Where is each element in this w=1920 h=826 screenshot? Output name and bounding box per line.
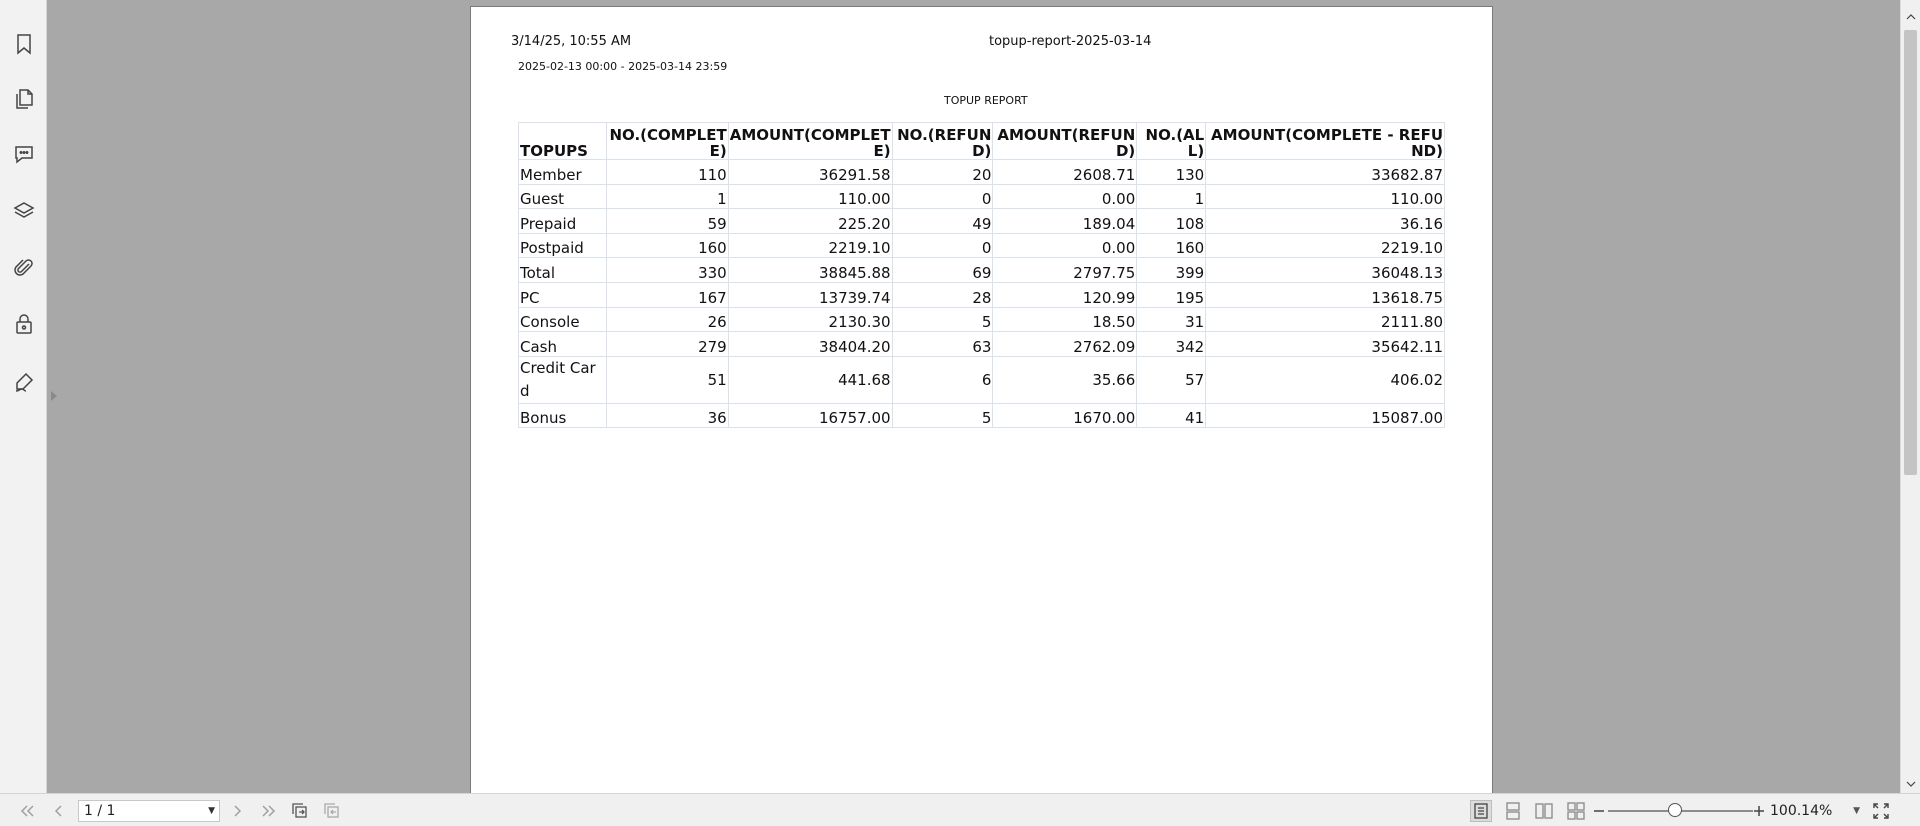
table-cell: 110.00 [1206,184,1445,209]
scroll-up-icon[interactable] [1901,8,1920,26]
row-label: Credit Card [519,356,607,403]
table-cell: 28 [892,282,993,307]
table-cell: 35.66 [993,356,1137,403]
lock-icon[interactable] [10,310,38,338]
table-cell: 110 [606,160,728,185]
table-cell: 36.16 [1206,209,1445,234]
column-header: AMOUNT(COMPLETE) [728,123,892,160]
table-cell: 342 [1137,332,1206,357]
topup-report-table [518,122,1445,428]
row-label: Total [519,258,607,283]
sidebar-expand-icon[interactable] [47,386,61,406]
table-cell: 0.00 [993,233,1137,258]
row-label: Postpaid [519,233,607,258]
single-page-view-icon[interactable] [1470,800,1492,822]
table-cell: 399 [1137,258,1206,283]
table-cell: 49 [892,209,993,234]
table-cell: 38404.20 [728,332,892,357]
table-cell: 18.50 [993,307,1137,332]
document-title: topup-report-2025-03-14 [989,34,1152,49]
row-label: PC [519,282,607,307]
date-range: 2025-02-13 00:00 - 2025-03-14 23:59 [518,60,728,73]
table-cell: 0.00 [993,184,1137,209]
signature-icon[interactable] [10,368,38,396]
table-cell: 26 [606,307,728,332]
print-date: 3/14/25, 10:55 AM [511,34,632,49]
table-cell: 0 [892,233,993,258]
table-header-row [519,123,1445,160]
table-cell: 189.04 [993,209,1137,234]
table-cell: 31 [1137,307,1206,332]
table-row [519,282,1445,307]
column-header: TOPUPS [519,123,607,160]
table-cell: 1 [1137,184,1206,209]
column-header: NO.(COMPLETE) [606,123,728,160]
table-cell: 195 [1137,282,1206,307]
table-cell: 51 [606,356,728,403]
bookmark-icon[interactable] [10,30,38,58]
attachment-icon[interactable] [10,254,38,282]
zoom-out-icon[interactable] [1588,800,1610,822]
table-cell: 330 [606,258,728,283]
table-cell: 110.00 [728,184,892,209]
layers-icon[interactable] [10,197,38,225]
table-cell: 2130.30 [728,307,892,332]
table-cell: 1 [606,184,728,209]
table-row [519,307,1445,332]
column-header: NO.(REFUND) [892,123,993,160]
chevron-down-icon: ▼ [208,806,215,816]
previous-page-icon[interactable] [48,800,70,822]
table-row [519,233,1445,258]
table-cell: 16757.00 [728,403,892,428]
chevron-down-icon: ▼ [1853,806,1860,816]
table-cell: 33682.87 [1206,160,1445,185]
table-cell: 41 [1137,403,1206,428]
table-cell: 38845.88 [728,258,892,283]
last-page-icon[interactable] [258,800,280,822]
row-label: Bonus [519,403,607,428]
table-cell: 2608.71 [993,160,1137,185]
table-cell: 225.20 [728,209,892,234]
row-label: Cash [519,332,607,357]
zoom-level: 100.14% [1770,803,1833,819]
left-sidebar [0,0,47,793]
fullscreen-icon[interactable] [1870,800,1892,822]
table-row [519,209,1445,234]
table-cell: 13618.75 [1206,282,1445,307]
table-row [519,258,1445,283]
table-cell: 160 [606,233,728,258]
row-label: Member [519,160,607,185]
table-cell: 279 [606,332,728,357]
table-cell: 2111.80 [1206,307,1445,332]
table-cell: 69 [892,258,993,283]
zoom-in-icon[interactable] [1748,800,1770,822]
report-title: TOPUP REPORT [944,94,1028,107]
next-page-icon[interactable] [226,800,248,822]
scrollbar-thumb[interactable] [1904,30,1917,475]
table-cell: 13739.74 [728,282,892,307]
table-cell: 20 [892,160,993,185]
scroll-down-icon[interactable] [1901,775,1920,793]
table-cell: 120.99 [993,282,1137,307]
table-row [519,184,1445,209]
table-row [519,403,1445,428]
table-cell: 130 [1137,160,1206,185]
vertical-scrollbar[interactable] [1900,0,1920,793]
table-cell: 2762.09 [993,332,1137,357]
zoom-level-select[interactable] [1768,800,1864,822]
table-cell: 167 [606,282,728,307]
go-to-previous-view-icon[interactable] [289,800,311,822]
table-cell: 36 [606,403,728,428]
table-cell: 15087.00 [1206,403,1445,428]
table-cell: 36048.13 [1206,258,1445,283]
table-cell: 441.68 [728,356,892,403]
table-cell: 36291.58 [728,160,892,185]
table-row [519,160,1445,185]
continuous-view-icon[interactable] [1502,800,1524,822]
table-cell: 5 [892,403,993,428]
pdf-page [470,6,1493,793]
table-row [519,356,1445,403]
table-cell: 406.02 [1206,356,1445,403]
table-cell: 160 [1137,233,1206,258]
table-cell: 0 [892,184,993,209]
row-label: Guest [519,184,607,209]
table-cell: 63 [892,332,993,357]
two-page-continuous-icon[interactable] [1565,800,1587,822]
table-cell: 2219.10 [1206,233,1445,258]
pages-icon[interactable] [10,85,38,113]
first-page-icon[interactable] [16,800,38,822]
table-cell: 59 [606,209,728,234]
row-label: Prepaid [519,209,607,234]
table-cell: 35642.11 [1206,332,1445,357]
column-header: AMOUNT(REFUND) [993,123,1137,160]
two-page-view-icon[interactable] [1533,800,1555,822]
table-cell: 57 [1137,356,1206,403]
comment-icon[interactable] [10,140,38,168]
column-header: AMOUNT(COMPLETE - REFUND) [1206,123,1445,160]
table-cell: 2797.75 [993,258,1137,283]
table-cell: 2219.10 [728,233,892,258]
zoom-slider-thumb[interactable] [1668,803,1682,817]
page-indicator: 1 / 1 [84,803,116,819]
row-label: Console [519,307,607,332]
table-cell: 5 [892,307,993,332]
bottom-toolbar [0,793,1920,826]
table-cell: 108 [1137,209,1206,234]
table-row [519,332,1445,357]
page-number-select[interactable] [78,800,220,822]
table-cell: 6 [892,356,993,403]
go-to-next-view-icon[interactable] [321,800,343,822]
column-header: NO.(ALL) [1137,123,1206,160]
table-cell: 1670.00 [993,403,1137,428]
